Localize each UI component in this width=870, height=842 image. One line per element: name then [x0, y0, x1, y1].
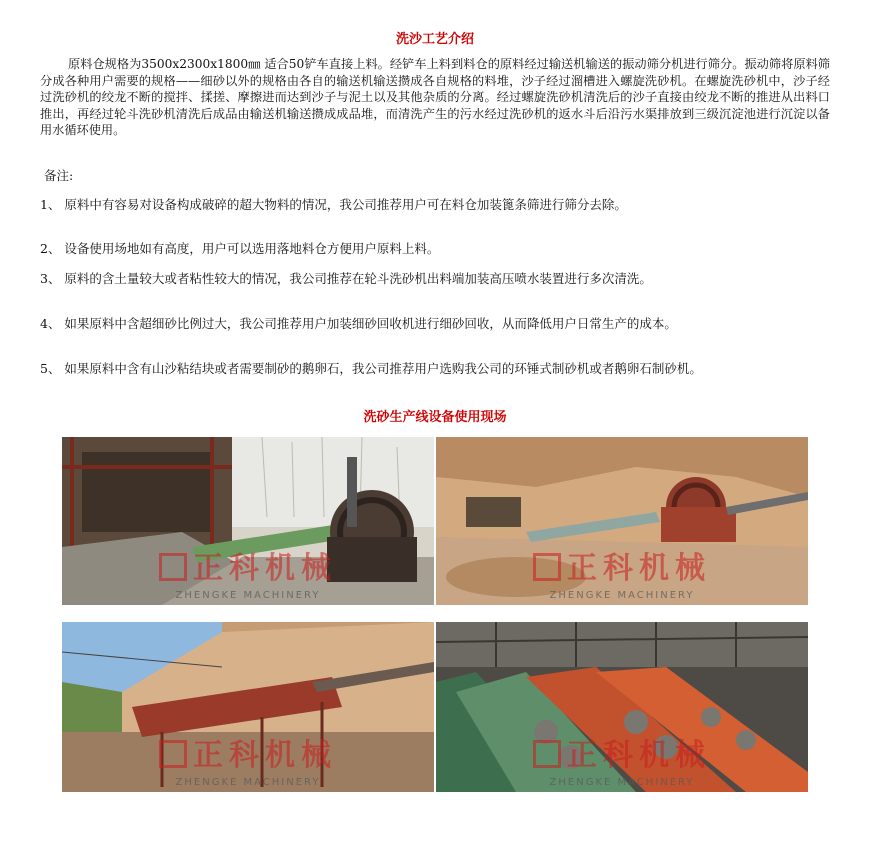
note-item-3: 3、 原料的含土量较大或者粘性较大的情况，我公司推荐在轮斗洗砂机出料端加装高压喷水装置进行多次清洗。	[40, 271, 652, 286]
company-logo-icon	[159, 740, 187, 768]
site-photo-spiral-washers-workshop	[436, 622, 808, 792]
watermark-subtext: ZHENGKE MACHINERY	[549, 777, 695, 788]
company-logo-icon	[159, 553, 187, 581]
photos-section-title: 洗砂生产线设备使用现场	[363, 410, 507, 425]
watermark-logo-text: 正科机械	[62, 730, 434, 774]
watermark-logo-text: 正科机械	[436, 730, 808, 774]
watermark-logo-text: 正科机械	[436, 543, 808, 587]
watermark-subtext: ZHENGKE MACHINERY	[175, 590, 321, 601]
intro-paragraph: 原料仓规格为3500x2300x1800㎜ 适合50铲车直接上料。经铲车上料到料仓的原料经过输送机输送的振动筛分机进行筛分。振动筛将原料筛分成各种用户需要的规格——细砂以外的规格由各自的输送机输送攒成各自规格的料堆，沙子经过溜槽进入螺旋洗砂机。在螺旋洗砂机中，沙子经过洗砂机的绞龙不断的搅拌、揉搓、摩擦进而达到沙子与泥土以及其他杂质的分离。经过螺旋洗砂机清洗后的沙子直接由绞龙不断的推进从出料口推出，再经过轮斗洗砂机清洗后成品由输送机输送攒成成品堆，而清洗产生的污水经过洗砂机的返水斗后沿污水渠排放到三级沉淀池进行沉淀以备用水循环使用。	[40, 57, 830, 137]
company-logo-icon	[533, 740, 561, 768]
site-photo-quarry-bucket-washer	[436, 437, 808, 605]
watermark-subtext: ZHENGKE MACHINERY	[175, 777, 321, 788]
notes-heading: 备注:	[44, 168, 74, 183]
note-item-5: 5、 如果原料中含有山沙粘结块或者需要制砂的鹅卵石，我公司推荐用户选购我公司的环锤式制砂机或者鹅卵石制砂机。	[40, 361, 702, 376]
note-item-4: 4、 如果原料中含超细砂比例过大，我公司推荐用户加装细砂回收机进行细砂回收，从而降低用户日常生产的成本。	[40, 316, 677, 331]
note-item-2: 2、 设备使用场地如有高度，用户可以选用落地料仓方便用户原料上料。	[40, 241, 440, 256]
watermark-subtext: ZHENGKE MACHINERY	[549, 590, 695, 601]
note-item-1: 1、 原料中有容易对设备构成破碎的超大物料的情况，我公司推荐用户可在料仓加装篦条筛进行筛分去除。	[40, 197, 627, 212]
site-photo-screen-conveyor	[62, 622, 434, 792]
company-logo-icon	[533, 553, 561, 581]
site-photo-plant-bucket-washer	[62, 437, 434, 605]
page-title: 洗沙工艺介绍	[395, 32, 474, 47]
watermark-logo-text: 正科机械	[62, 543, 434, 587]
